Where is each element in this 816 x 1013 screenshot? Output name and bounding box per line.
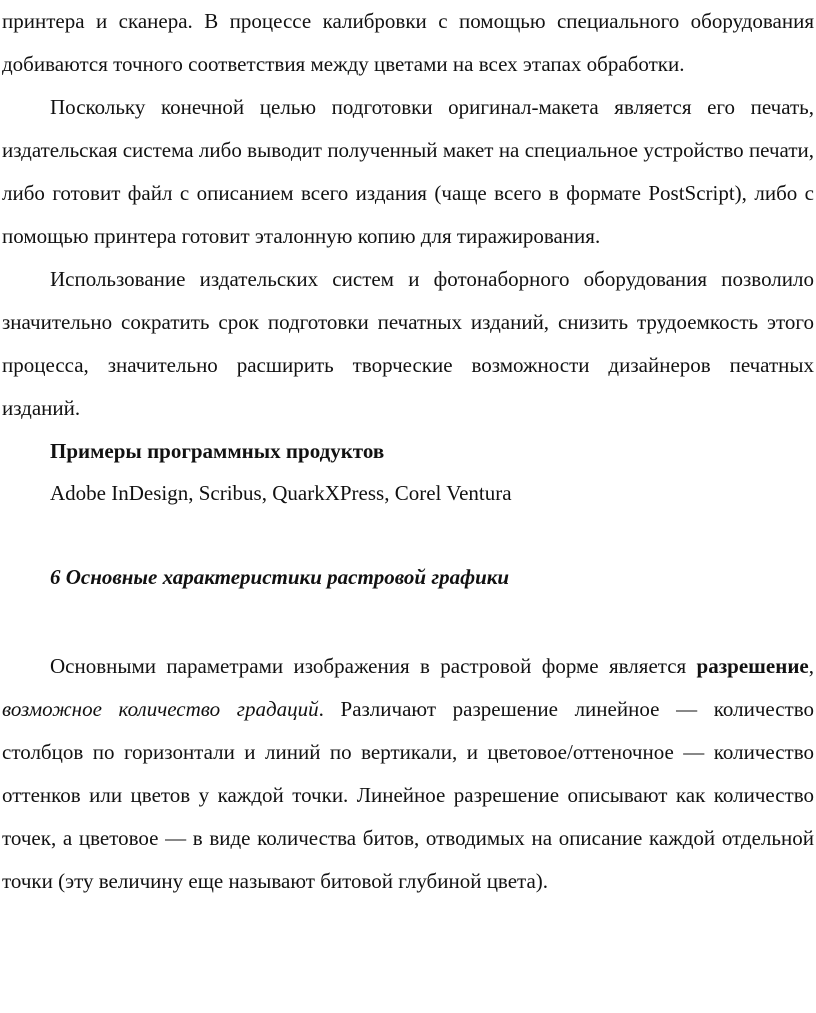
paragraph-text: , (808, 654, 814, 678)
paragraph-raster-parameters (2, 645, 814, 903)
paragraph-text: . Различают разрешение линейное — количество столбцов по горизонтали и линий по вертикали, и цветовое/оттеночное — количество оттенков или цветов у каждой точки. Линейное разрешение описывают как количество точек, а цветовое — в виде количества битов, отводимых на описание каждой отдельной точки (эту величину еще называют битовой глубиной цвета). (2, 697, 814, 893)
paragraph-text: Основными параметрами изображения в растровой форме является (50, 654, 697, 678)
section-heading: 6 Основные характеристики растровой графики (50, 565, 510, 589)
spacer (2, 514, 814, 555)
italic-term-gradations: возможное количество градаций (2, 697, 319, 721)
paragraph-calibration: принтера и сканера. В процессе калибровки с помощью специального оборудования добиваются точного соответствия между цветами на всех этапах обработки. (2, 9, 814, 76)
spacer (2, 599, 814, 645)
paragraph-print-output: Поскольку конечной целью подготовки оригинал-макета является его печать, издательская система либо выводит полученный макет на специальное устройство печати, либо готовит файл с описанием всего издания (чаще всего в формате PostScript), либо с помощью принтера готовит эталонную копию для тиражирования. (2, 95, 814, 248)
paragraph-publishing-systems: Использование издательских систем и фотонаборного оборудования позволило значительно сократить срок подготовки печатных изданий, снизить трудоемкость этого процесса, значительно расширить творческие возможности дизайнеров печатных изданий. (2, 267, 814, 420)
examples-heading: Примеры программных продуктов (50, 439, 385, 463)
bold-term-resolution: разрешение (696, 654, 809, 678)
examples-list: Adobe InDesign, Scribus, QuarkXPress, Corel Ventura (50, 481, 512, 505)
